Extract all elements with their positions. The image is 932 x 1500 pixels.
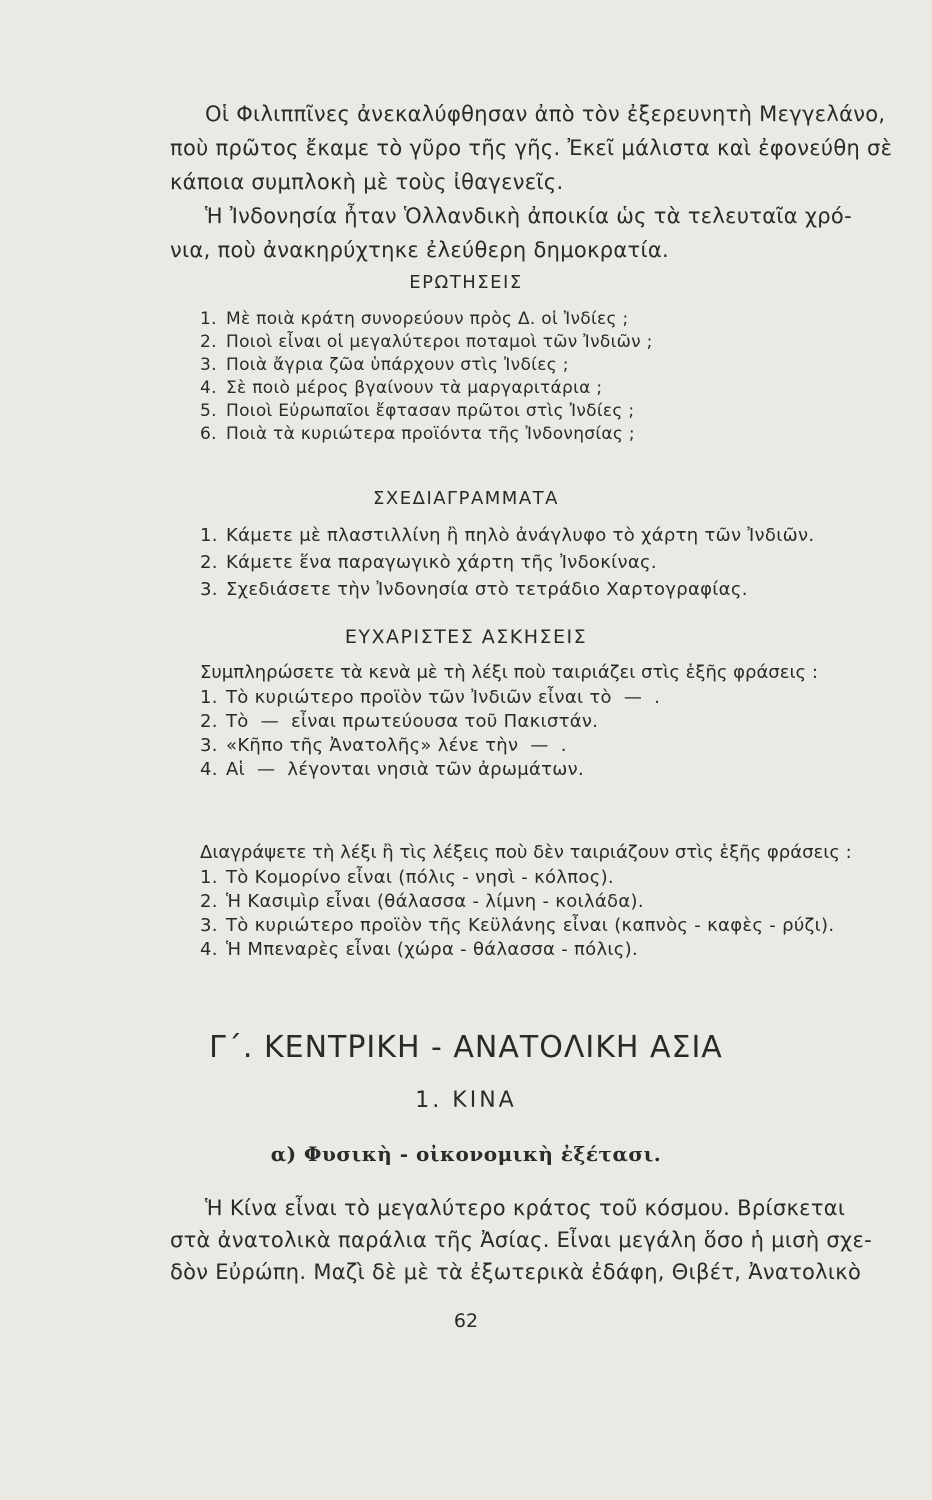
intro-line-1: Οἱ Φιλιππῖνες ἀνεκαλύφθησαν ἀπὸ τὸν ἐξερευνητὴ Μεγγελάνο,	[205, 102, 886, 126]
diagrams-list	[200, 522, 814, 603]
list-item: 2. Ποιοὶ εἶναι οἱ μεγαλύτεροι ποταμοὶ τῶν Ἰνδιῶν ;	[200, 332, 653, 352]
chapter-title: Γ΄. ΚΕΝΤΡΙΚΗ - ΑΝΑΤΟΛΙΚΗ ΑΣΙΑ	[209, 1030, 723, 1065]
list-item: 2. Κάμετε ἕνα παραγωγικὸ χάρτη τῆς Ἰνδοκίνας.	[200, 552, 657, 573]
list-item: 1. Τὸ κυριώτερο προϊὸν τῶν Ἰνδιῶν εἶναι τὸ — .	[200, 687, 661, 708]
list-item: 2. Τὸ — εἶναι πρωτεύουσα τοῦ Πακιστάν.	[200, 711, 599, 732]
list-item: 1. Τὸ Κομορίνο εἶναι (πόλις - νησὶ - κόλπος).	[200, 867, 614, 888]
fill-instruction: Συμπληρώσετε τὰ κενὰ μὲ τὴ λέξι ποὺ ταιριάζει στὶς ἑξῆς φράσεις :	[200, 662, 818, 683]
list-item: 5. Ποιοὶ Εὐρωπαῖοι ἔφτασαν πρῶτοι στὶς Ἰνδίες ;	[200, 401, 635, 421]
list-item: 3. Σχεδιάσετε τὴν Ἰνδονησία στὸ τετράδιο Χαρτογραφίας.	[200, 579, 748, 600]
page-number: 62	[453, 1310, 479, 1332]
china-line-3: δὸν Εὐρώπη. Μαζὶ δὲ μὲ τὰ ἐξωτερικὰ ἐδάφη, Θιβέτ, Ἀνατολικὸ	[170, 1260, 862, 1284]
china-line-1: Ἡ Κίνα εἶναι τὸ μεγαλύτερο κράτος τοῦ κόσμου. Βρίσκεται	[205, 1196, 846, 1220]
intro-line-3: κάποια συμπλοκὴ μὲ τοὺς ἰθαγενεῖς.	[170, 170, 564, 194]
section-title: 1. ΚΙΝΑ	[415, 1088, 517, 1113]
fill-list	[200, 686, 660, 782]
diagrams-heading: ΣΧΕΔΙΑΓΡΑΜΜΑΤΑ	[373, 488, 559, 509]
list-item: 1. Μὲ ποιὰ κράτη συνορεύουν πρὸς Δ. οἱ Ἰνδίες ;	[200, 309, 629, 329]
questions-heading: ΕΡΩΤΗΣΕΙΣ	[409, 272, 523, 293]
questions-list	[200, 308, 653, 446]
list-item: 4. Σὲ ποιὸ μέρος βγαίνουν τὰ μαργαριτάρια ;	[200, 378, 603, 398]
list-item: 3. Τὸ κυριώτερο προϊὸν τῆς Κεϋλάνης εἶναι (καπνὸς - καφὲς - ρύζι).	[200, 915, 835, 936]
list-item: 3. «Κῆπο τῆς Ἀνατολῆς» λένε τὴν — .	[200, 735, 567, 756]
list-item: 1. Κάμετε μὲ πλαστιλλίνη ἢ πηλὸ ἀνάγλυφο τὸ χάρτη τῶν Ἰνδιῶν.	[200, 525, 815, 546]
list-item: 4. Ἡ Μπεναρὲς εἶναι (χώρα - θάλασσα - πόλις).	[200, 939, 639, 960]
intro-line-4: Ἡ Ἰνδονησία ἦταν Ὁλλανδικὴ ἀποικία ὡς τὰ τελευταῖα χρό-	[205, 204, 852, 228]
list-item: 2. Ἡ Κασιμὶρ εἶναι (θάλασσα - λίμνη - κοιλάδα).	[200, 891, 644, 912]
strike-instruction: Διαγράψετε τὴ λέξι ἢ τὶς λέξεις ποὺ δὲν ταιριάζουν στὶς ἑξῆς φράσεις :	[200, 842, 852, 863]
list-item: 4. Αἱ — λέγονται νησιὰ τῶν ἀρωμάτων.	[200, 759, 585, 780]
intro-line-5: νια, ποὺ ἀνακηρύχτηκε ἐλεύθερη δημοκρατία.	[170, 238, 669, 262]
list-item: 3. Ποιὰ ἄγρια ζῶα ὑπάρχουν στὶς Ἰνδίες ;	[200, 355, 569, 375]
exercises-heading: ΕΥΧΑΡΙΣΤΕΣ ΑΣΚΗΣΕΙΣ	[344, 626, 588, 648]
strike-list	[200, 866, 834, 962]
list-item: 6. Ποιὰ τὰ κυριώτερα προϊόντα τῆς Ἰνδονησίας ;	[200, 424, 635, 444]
intro-line-2: ποὺ πρῶτος ἔκαμε τὸ γῦρο τῆς γῆς. Ἐκεῖ μάλιστα καὶ ἐφονεύθη σὲ	[170, 136, 893, 160]
china-line-2: στὰ ἀνατολικὰ παράλια τῆς Ἀσίας. Εἶναι μεγάλη ὅσο ἡ μισὴ σχε-	[170, 1228, 872, 1252]
subsection-title: α) Φυσικὴ - οἰκονομικὴ ἐξέτασι.	[270, 1142, 662, 1166]
